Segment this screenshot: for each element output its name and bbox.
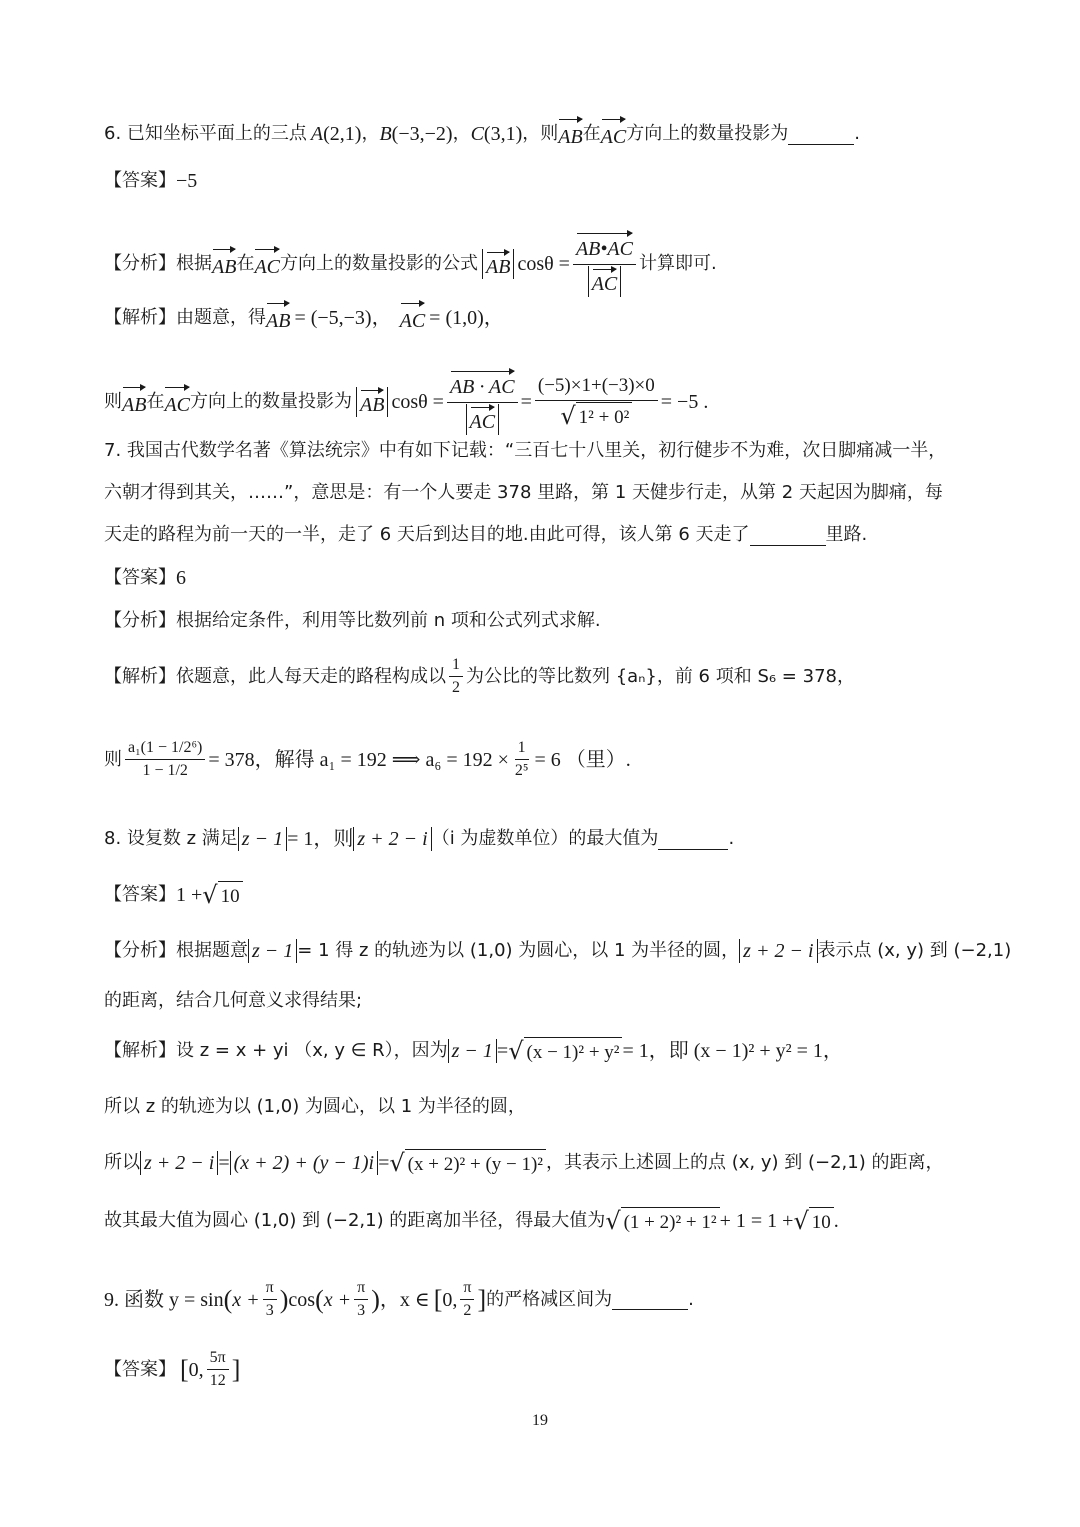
- q6-solution-1: [104, 300, 980, 336]
- pi-numerator: π: [263, 1278, 277, 1300]
- solution-text-3: 在: [146, 391, 165, 412]
- modulus-z-minus-1: z − 1: [248, 939, 297, 963]
- vector-ac-value: = (1,0)，: [429, 307, 504, 329]
- answer-tag: 【答案】: [104, 567, 176, 588]
- solution-text-2: 为公比的等比数列 {aₙ}，前 6 项和 S₆ = 378，: [466, 665, 855, 687]
- sqrt-expr-2: √ (x + 2)² + (y − 1)²: [389, 1149, 546, 1178]
- modulus-z-minus-1: z − 1: [238, 827, 287, 851]
- analysis-tag: 【分析】: [104, 253, 176, 274]
- vector-ab: AB: [558, 116, 582, 152]
- numeric-fraction: (−5)×1+(−3)×0 √ 1² + 0²: [535, 373, 658, 432]
- q9-question: 9. 函数 y = sin ( x + $\frac{\pi}{3}$ ) cos ( x + $\frac{\pi}{3}$ ) ，x ∈ [ 0, $\frac{\pi}{2}$ ] 的严格减区间为 .: [104, 1279, 694, 1319]
- analysis-text: 根据给定条件，利用等比数列前 n 项和公式列式求解.: [176, 610, 601, 631]
- analysis-text-4: 计算即可.: [638, 253, 717, 274]
- q8-solution-3: 所以 z + 2 − i = (x + 2) + (y − 1)i = √ (x + 2)² + (y − 1)² ，其表示上述圆上的点 (x, y) 到 (−2,1) 的距离，: [104, 1148, 944, 1177]
- result: = −5 .: [660, 391, 709, 413]
- q9-text-1: 9. 函数 y = sin: [104, 1288, 224, 1311]
- point-a-coord: (2,1): [323, 123, 362, 145]
- sqrt-expr-3: √ (1 + 2)² + 1²: [605, 1207, 719, 1236]
- q6-text-2: ，则: [522, 123, 559, 144]
- cos-theta: cosθ =: [517, 253, 570, 275]
- pi-numerator: π: [460, 1278, 474, 1300]
- half-denominator: 2: [452, 679, 460, 696]
- projection-fraction: [447, 368, 518, 436]
- q9-x-plus: x +: [323, 1288, 352, 1311]
- sqrt-10-radicand: 10: [809, 1207, 834, 1236]
- q8-analysis-2: [104, 986, 980, 1016]
- q6-question: 6. 已知坐标平面上的三点 A (2,1) ， B (−3,−2) ， C (3,1) ，则 AB 在 AC 方向上的数量投影为 .: [104, 116, 980, 152]
- solution-text-1: 依题意，此人每天走的路程构成以: [176, 665, 446, 687]
- solution-text-4: 所以: [104, 1152, 140, 1173]
- q8-solution-2: [104, 1092, 980, 1122]
- solution-text-3: 则: [104, 748, 122, 770]
- modulus-z-plus-2-minus-i: z + 2 − i: [353, 827, 431, 851]
- answer-denominator: 12: [209, 1372, 226, 1389]
- numeric-denominator: 1² + 0²: [576, 402, 633, 431]
- analysis-text-3: 表示点 (x, y) 到 (−2,1): [817, 940, 1012, 961]
- q7-analysis: [104, 606, 980, 636]
- sqrt-expr-3-radicand: (1 + 2)² + 1²: [621, 1207, 720, 1236]
- q7-text-3: 天走的路程为前一天的一半，走了 6 天后到达目的地.由此可得，该人第 6 天走了: [104, 524, 750, 545]
- q7-text-2: 六朝才得到其关，……”，意思是：有一个人要走 378 里路，第 1 天健步行走，从第 2 天起因为脚痛，每: [104, 482, 943, 503]
- q7-text-1: 7. 我国古代数学名著《算法统宗》中有如下记载：“三百七十八里关，初行健步不为难，次日脚痛减一半，: [104, 440, 947, 461]
- analysis-text-4: 的距离，结合几何意义求得结果;: [104, 990, 363, 1011]
- point-a: A: [310, 123, 324, 145]
- solution-text-6: 故其最大值为圆心 (1,0) 到 (−2,1) 的距离加半径，得最大值为: [104, 1210, 606, 1231]
- analysis-text-1: 根据: [176, 253, 212, 274]
- solution-text-5: = 6 （里）.: [534, 748, 631, 771]
- answer-tag: 【答案】: [104, 884, 176, 905]
- answer-tag: 【答案】: [104, 170, 176, 191]
- term-numerator: 1: [515, 738, 529, 760]
- point-c: C: [470, 123, 484, 145]
- point-b-coord: (−3,−2): [391, 123, 453, 145]
- solution-text-2: = 1，即 (x − 1)² + y² = 1，: [622, 1040, 843, 1062]
- dot-product: AB · AC: [450, 368, 515, 400]
- answer-blank: [612, 1289, 688, 1310]
- solution-text-8: .: [833, 1210, 839, 1232]
- q6-text-3: 在: [582, 123, 601, 144]
- solution-text-5: ，其表示上述圆上的点 (x, y) 到 (−2,1) 的距离，: [546, 1152, 944, 1173]
- solution-text-3: 所以 z 的轨迹为以 (1,0) 为圆心，以 1 为半径的圆，: [104, 1096, 526, 1117]
- analysis-text-2: = 1 得 z 的轨迹为以 (1,0) 为圆心，以 1 为半径的圆，: [297, 940, 740, 961]
- solution-tag: 【解析】: [104, 307, 176, 328]
- q7-text-4: 里路.: [825, 524, 868, 545]
- solution-tag: 【解析】: [104, 665, 176, 687]
- vector-ac: AC: [601, 116, 627, 152]
- vector-ab: AB: [212, 246, 236, 282]
- analysis-text-2: 在: [236, 253, 255, 274]
- sum-numerator: a₁(1 − 1/2⁶): [125, 738, 205, 760]
- answer-tag: 【答案】: [104, 1358, 176, 1380]
- half-numerator: 1: [449, 655, 463, 677]
- q9-x-plus: x +: [232, 1288, 260, 1311]
- dot-product: AB•AC: [576, 230, 633, 262]
- sqrt-10-radicand: 10: [218, 881, 243, 910]
- sqrt-expr-1: √ (x − 1)² + y²: [508, 1037, 622, 1066]
- equals-sign: =: [218, 1152, 230, 1174]
- vector-ab: AB: [122, 384, 146, 420]
- modulus-z-minus-1: z − 1: [448, 1039, 497, 1063]
- cos-theta: cosθ =: [391, 391, 444, 413]
- sum-denominator: 1 − 1/2: [142, 762, 188, 779]
- half-fraction: [449, 655, 463, 698]
- modulus-z-plus-2-minus-i: z + 2 − i: [140, 1151, 218, 1175]
- three-denominator: 3: [357, 1302, 366, 1319]
- solution-text-1: 由题意，得: [176, 307, 266, 328]
- pi-over-3: [354, 1278, 368, 1321]
- q9-text-4: .: [688, 1288, 694, 1310]
- q6-analysis: [104, 230, 980, 298]
- term-fraction: [512, 738, 532, 781]
- q8-answer: [104, 880, 980, 910]
- answer-numerator: 5π: [207, 1348, 229, 1370]
- solution-text-1: 设 z = x + yi （x, y ∈ R），因为: [176, 1040, 448, 1061]
- answer-value: −5: [176, 170, 198, 192]
- vector-ab: AB: [360, 387, 384, 417]
- projection-fraction: [573, 230, 636, 298]
- analysis-text-1: 根据题意: [176, 940, 248, 961]
- point-b: B: [379, 123, 392, 145]
- q8-text-4: .: [728, 828, 735, 849]
- pi-over-2: [460, 1278, 474, 1321]
- solution-text-7: + 1 = 1 +: [719, 1210, 794, 1232]
- vector-ab: AB: [266, 300, 290, 336]
- sqrt-10: √ 10: [793, 1207, 833, 1236]
- vector-ac: AC: [164, 384, 190, 420]
- q6-solution-2: 则 AB 在 AC 方向上的数量投影为 AB cosθ = $\frac{AB \cdot AC}{AC}$ = (−5)×1+(−3)×0 √ 1² + 0² = −5 .: [104, 368, 980, 436]
- term-denominator: 2⁵: [514, 762, 529, 779]
- q7-solution-1: [104, 655, 980, 698]
- q9-interval-start: 0,: [442, 1288, 458, 1311]
- numeric-numerator: (−5)×1+(−3)×0: [535, 373, 658, 401]
- q8-analysis-1: [104, 936, 1012, 966]
- solution-text-4: = 378，解得 a₁ = 192 ⟹ a₆ = 192 ×: [208, 748, 509, 771]
- solution-tag: 【解析】: [104, 1040, 176, 1061]
- q8-solution-4: [104, 1206, 980, 1236]
- vector-ac: AC: [592, 266, 618, 296]
- q9-cos: cos: [288, 1288, 316, 1311]
- point-c-coord: (3,1): [483, 123, 523, 145]
- answer-interval-start: 0,: [188, 1358, 204, 1381]
- analysis-tag: 【分析】: [104, 610, 176, 631]
- answer-blank: [658, 829, 728, 850]
- q9-answer: 【答案】 [ 0, $\frac{5\pi}{12}$ ]: [104, 1349, 241, 1389]
- q7-question-1: [104, 436, 980, 466]
- q8-text-1: 8. 设复数 z 满足: [104, 828, 238, 849]
- q6-text-5: .: [854, 123, 860, 144]
- vector-ab: AB: [486, 249, 510, 279]
- q7-solution-2: [104, 738, 980, 781]
- pi-over-3: [263, 1278, 277, 1321]
- solution-text-4: 方向上的数量投影为: [190, 391, 352, 412]
- modulus-z-plus-2-minus-i: z + 2 − i: [739, 939, 817, 963]
- modulus-expanded: (x + 2) + (y − 1)i: [230, 1151, 378, 1175]
- q8-question: [104, 824, 980, 854]
- q8-text-3: （i 为虚数单位）的最大值为: [431, 828, 659, 849]
- answer-blank: [750, 525, 826, 546]
- answer-value: 6: [176, 567, 186, 589]
- q7-question-2: [104, 478, 980, 508]
- vector-ac: AC: [254, 246, 280, 282]
- q6-answer: [104, 166, 980, 196]
- vector-ac: AC: [470, 404, 496, 434]
- vector-ab-value: = (−5,−3)，: [294, 307, 392, 329]
- sqrt-expr-1-radicand: (x − 1)² + y²: [524, 1037, 623, 1066]
- q6-text-4: 方向上的数量投影为: [626, 123, 789, 144]
- answer-blank: [788, 124, 854, 145]
- q7-answer: [104, 563, 980, 593]
- three-denominator: 3: [265, 1302, 274, 1319]
- sum-fraction: [125, 738, 205, 781]
- q6-text: 6. 已知坐标平面上的三点: [104, 123, 307, 144]
- five-pi-over-12: [207, 1348, 229, 1391]
- q9-text-3: 的严格减区间为: [486, 1288, 613, 1310]
- sqrt-10: √ 10: [202, 881, 242, 910]
- vector-ac: AC: [400, 300, 426, 336]
- q8-text-2: = 1，则: [287, 828, 354, 850]
- solution-text-2: 则: [104, 391, 122, 412]
- sqrt-expr-2-radicand: (x + 2)² + (y − 1)²: [405, 1149, 546, 1178]
- q9-text-2: ，x ∈: [379, 1288, 430, 1311]
- two-denominator: 2: [463, 1302, 472, 1319]
- page-number: 19: [532, 1412, 548, 1429]
- pi-numerator: π: [354, 1278, 368, 1300]
- q8-solution-1: 【解析】 设 z = x + yi （x, y ∈ R），因为 z − 1 = √ (x − 1)² + y² = 1，即 (x − 1)² + y² = 1，: [104, 1036, 843, 1065]
- answer-value-1: 1 +: [176, 884, 203, 906]
- analysis-tag: 【分析】: [104, 940, 176, 961]
- q7-question-3: [104, 520, 980, 550]
- analysis-text-3: 方向上的数量投影的公式: [280, 253, 478, 274]
